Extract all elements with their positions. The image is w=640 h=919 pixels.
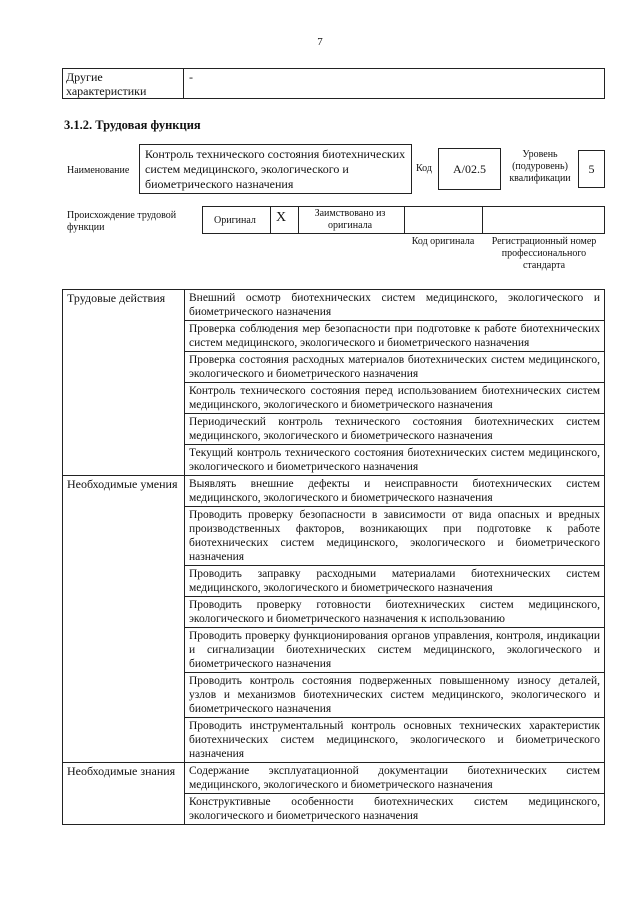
section-title: 3.1.2. Трудовая функция	[64, 118, 201, 132]
borrowed-label: Заимствовано из оригинала	[314, 208, 386, 231]
item-cell: Текущий контроль технического состояния биотехнических систем медицинского, экологического и биометрического назначения	[185, 445, 605, 476]
level-value: 5	[578, 150, 605, 188]
item-cell: Проводить проверку готовности биотехнических систем медицинского, экологического и биометрического назначения к использованию	[185, 597, 605, 628]
table-row	[63, 290, 605, 321]
item-cell: Конструктивные особенности биотехнических систем медицинского, экологического и биометрического назначения	[185, 794, 605, 825]
origin-divider	[404, 206, 405, 234]
code-label: Код	[416, 163, 432, 174]
item-cell: Проверка состояния расходных материалов биотехнических систем медицинского, экологического и биометрического назначения	[185, 352, 605, 383]
reg-number-caption: Регистрационный номер профессионального стандарта	[491, 236, 597, 271]
item-cell: Внешний осмотр биотехнических систем медицинского, экологического и биометрического назначения	[185, 290, 605, 321]
category-cell: Необходимые знания	[63, 763, 185, 825]
item-cell: Проводить заправку расходными материалами биотехнических систем медицинского, экологического и биометрического назначения	[185, 566, 605, 597]
category-cell: Трудовые действия	[63, 290, 185, 476]
function-code: A/02.5	[438, 148, 501, 190]
item-cell: Периодический контроль технического состояния биотехнических систем медицинского, экологического и биометрического назначения	[185, 414, 605, 445]
item-cell: Содержание эксплуатационной документации биотехнических систем медицинского, экологического и биометрического назначения	[185, 763, 605, 794]
level-label: Уровень (подуровень) квалификации	[509, 149, 571, 184]
origin-divider	[298, 206, 299, 234]
name-label: Наименование	[67, 165, 130, 176]
item-cell: Проверка соблюдения мер безопасности при подготовке к работе биотехнических систем медицинского, экологического и биометрического назначения	[185, 321, 605, 352]
origin-label: Происхождение трудовой функции	[67, 210, 177, 233]
item-cell: Проводить инструментальный контроль основных технических характеристик биотехнических систем медицинского, экологического и биометрического назначения	[185, 718, 605, 763]
original-label: Оригинал	[214, 215, 256, 226]
item-cell: Проводить проверку функционирования органов управления, контроля, индикации и сигнализации биотехнических систем медицинского, экологического и биометрического назначения	[185, 628, 605, 673]
other-characteristics-label: Другие характеристики	[62, 68, 184, 99]
item-cell: Контроль технического состояния перед использованием биотехнических систем медицинского, экологического и биометрического назначения	[185, 383, 605, 414]
other-characteristics-value: -	[183, 68, 605, 99]
table-row	[63, 476, 605, 507]
table-row	[63, 763, 605, 794]
origin-divider	[270, 206, 271, 234]
function-name: Контроль технического состояния биотехнических систем медицинского, экологического и биометрического назначения	[139, 144, 412, 194]
original-mark: X	[276, 210, 287, 225]
labor-function-table	[62, 289, 605, 825]
item-cell: Проводить проверку безопасности в зависимости от вида опасных и вредных производственных факторов, возникающих при подготовке к работе биотехнических систем медицинского, экологического и биометрического назначения	[185, 507, 605, 566]
page-number: 7	[317, 36, 323, 48]
item-cell: Выявлять внешние дефекты и неисправности биотехнических систем медицинского, экологического и биометрического назначения	[185, 476, 605, 507]
code-original-caption: Код оригинала	[411, 236, 475, 247]
item-cell: Проводить контроль состояния подверженных повышенному износу деталей, узлов и механизмов биотехнических систем медицинского, экологического и биометрического назначения	[185, 673, 605, 718]
category-cell: Необходимые умения	[63, 476, 185, 763]
origin-divider	[482, 206, 483, 234]
